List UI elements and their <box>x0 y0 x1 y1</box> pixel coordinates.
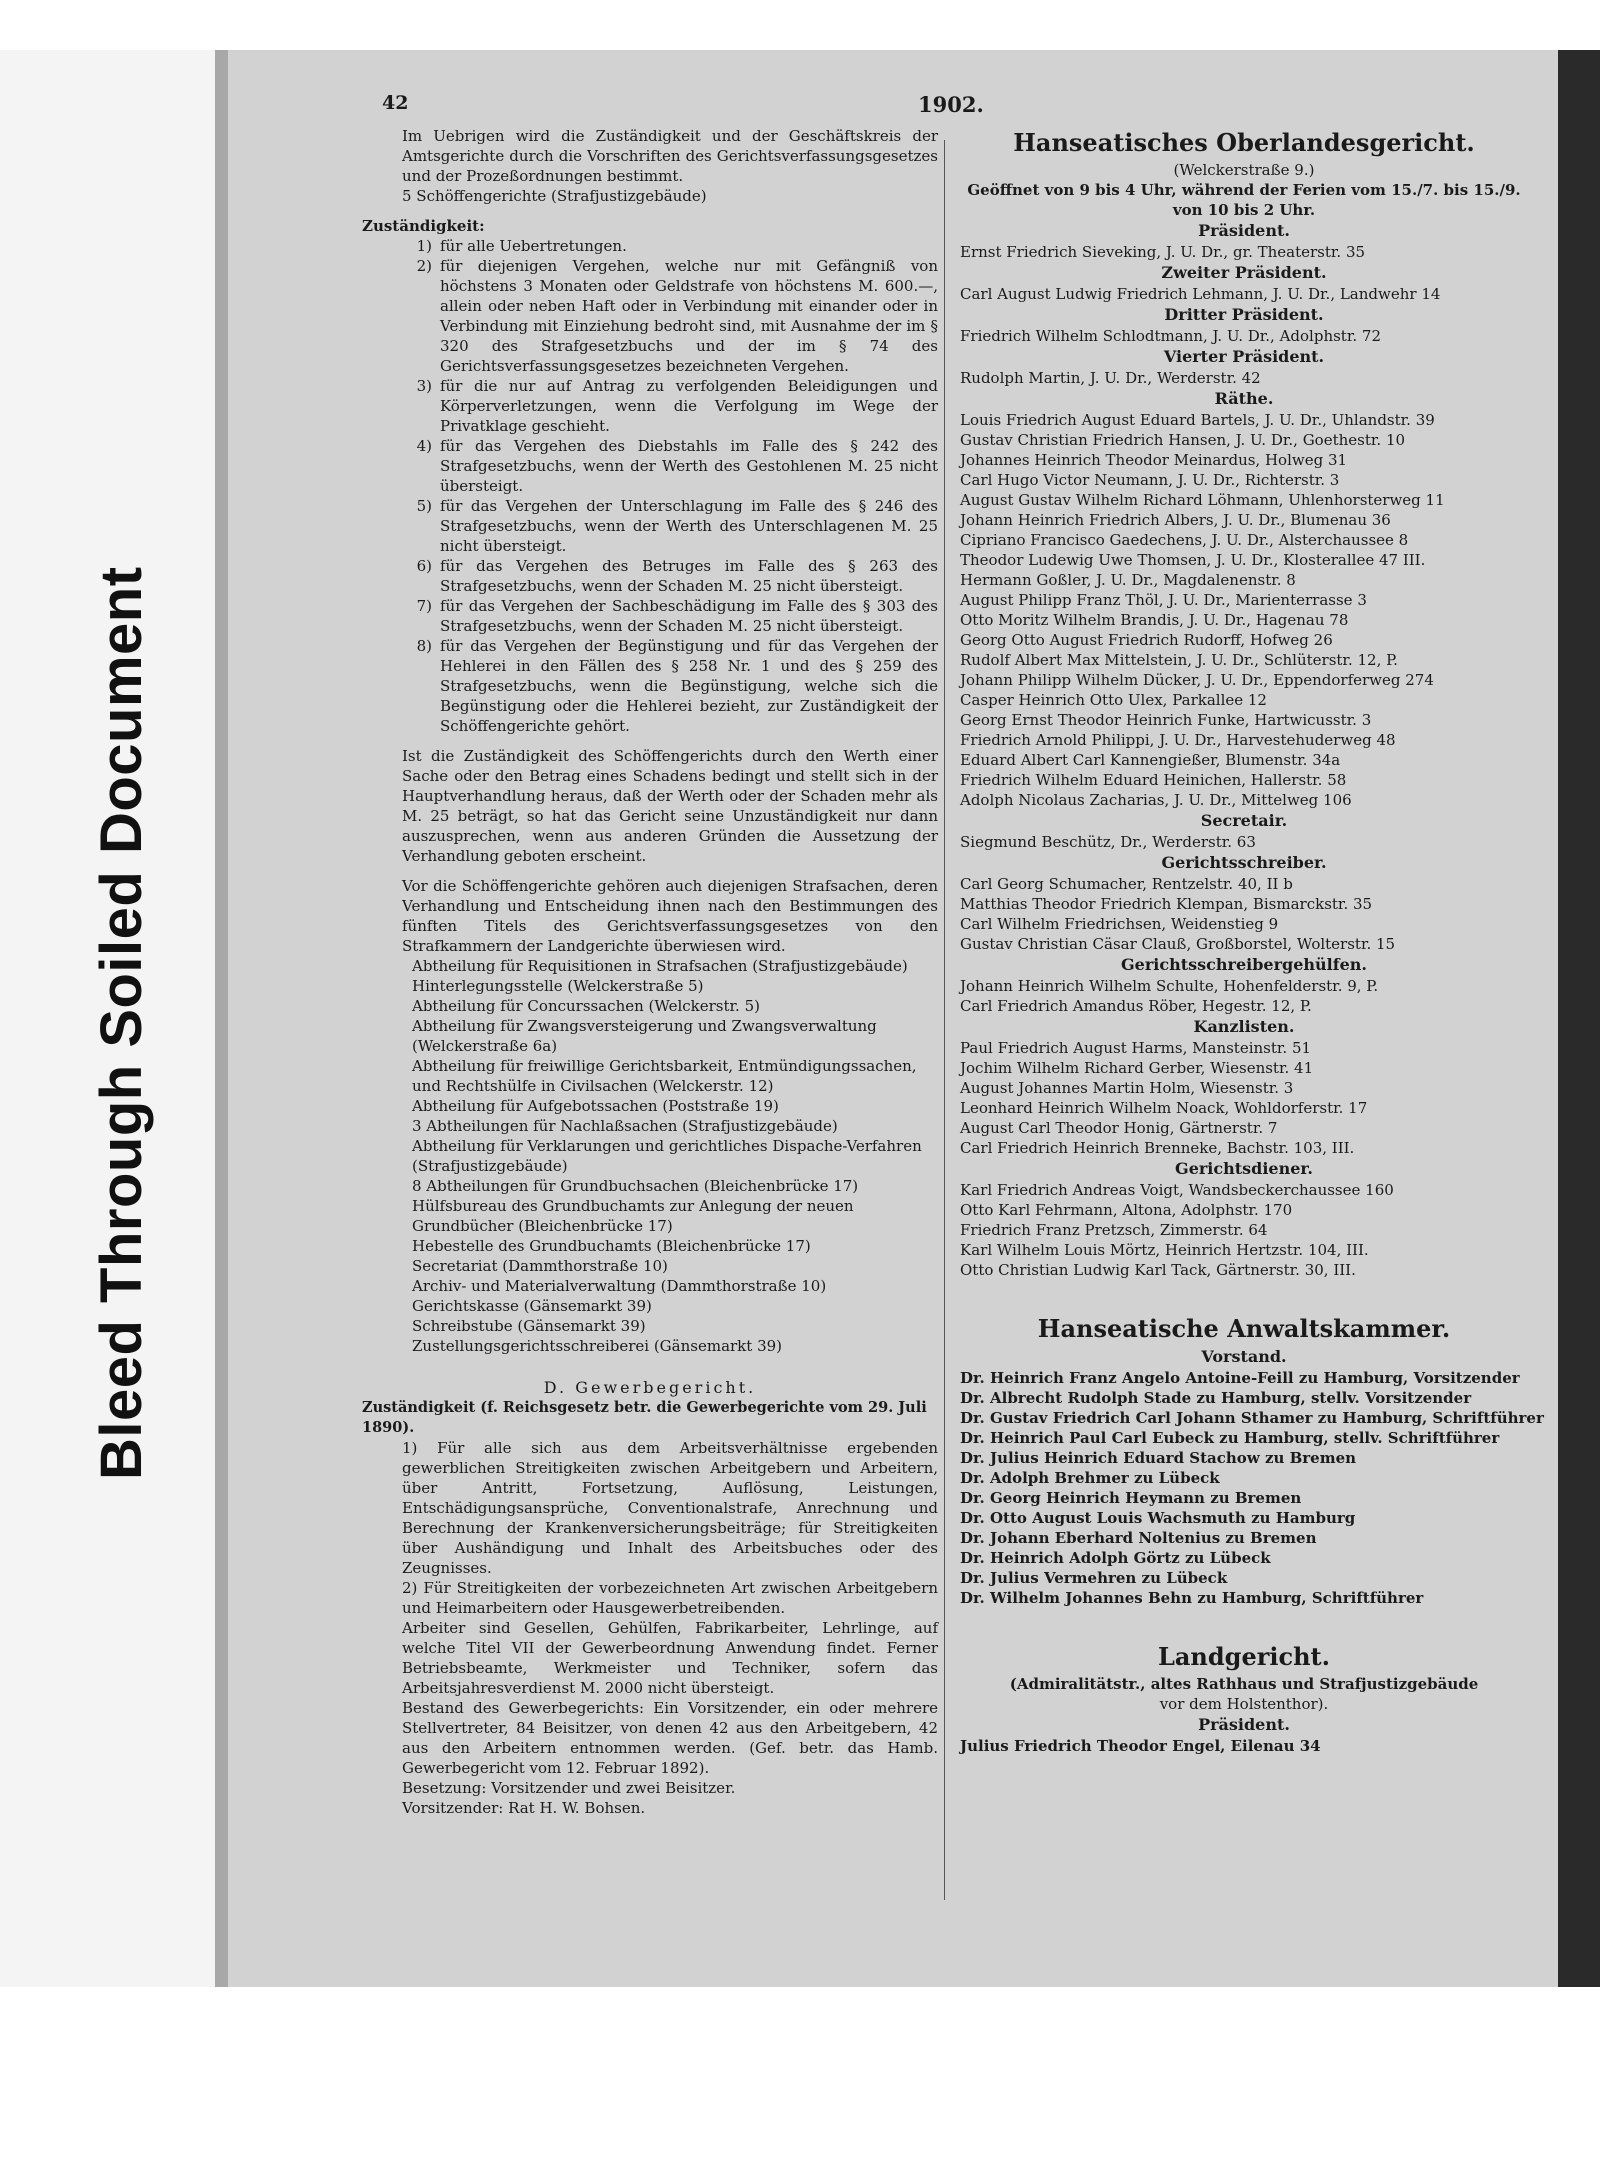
department-item: Archiv- und Materialverwaltung (Dammthorstraße 10) <box>412 1277 827 1295</box>
staff-entry: Georg Otto August Friedrich Rudorff, Hofweg 26 <box>960 631 1333 649</box>
staff-entry: Carl Friedrich Heinrich Brenneke, Bachstr. 103, III. <box>960 1139 1355 1157</box>
lg-president: Julius Friedrich Theodor Engel, Eilenau 34 <box>960 1737 1321 1755</box>
staff-entry: Eduard Albert Carl Kannengießer, Blumenstr. 34a <box>960 751 1341 769</box>
staff-entry: Johann Heinrich Friedrich Albers, J. U. Dr., Blumenau 36 <box>960 511 1391 529</box>
right-column <box>960 126 1544 1756</box>
staff-entry: Rudolph Martin, J. U. Dr., Werderstr. 42 <box>960 369 1261 387</box>
department-item: Gerichtskasse (Gänsemarkt 39) <box>412 1297 652 1315</box>
olg-title: Hanseatisches Oberlandesgericht. <box>1013 128 1475 157</box>
jurisdiction-item <box>362 636 938 736</box>
lg-address-1: (Admiralitätstr., altes Rathhaus und Strafjustizgebäude <box>1009 1675 1479 1693</box>
jurisdiction-item <box>362 376 938 436</box>
anwalt-title: Hanseatische Anwaltskammer. <box>1037 1314 1451 1343</box>
jurisdiction-item <box>362 596 938 636</box>
jurisdiction-item-text: für das Vergehen der Begünstigung und für das Vergehen der Hehlerei in den Fällen des § 258 Nr. 1 und des § 259 des Strafgesetzbuchs, wenn die Begünstigung, welche sich die Begünstigung oder die Hehlerei bezieht, zur Zuständigkeit der Schöffengerichte gehört. <box>440 637 938 735</box>
transfer-paragraph: Vor die Schöffengerichte gehören auch diejenigen Strafsachen, deren Verhandlung und Entscheidung ihnen nach den Bestimmungen des fünften Titels des Gerichtsverfassungsgesetzes von den Strafkammern der Landgerichte überwiesen wird. <box>402 877 938 955</box>
staff-entry: Carl Hugo Victor Neumann, J. U. Dr., Richterstr. 3 <box>960 471 1340 489</box>
anwalt-member: Dr. Julius Vermehren zu Lübeck <box>960 1569 1228 1587</box>
value-paragraph: Ist die Zuständigkeit des Schöffengerichts durch den Werth einer Sache oder den Betrag eines Schadens bedingt und stellt sich in der Hauptverhandlung heraus, daß der Werth oder der Schaden mehr als M. 25 beträgt, so hat das Gericht seine Unzuständigkeit nur dann auszusprechen, wenn aus anderen Gründen die Aussetzung der Verhandlung geboten erscheint. <box>402 747 938 865</box>
department-item: Abtheilung für Requisitionen in Strafsachen (Strafjustizgebäude) <box>412 957 908 975</box>
olg-sections <box>960 220 1528 1280</box>
jurisdiction-item-number: 8) <box>416 637 432 655</box>
right-shadow <box>1558 50 1600 1987</box>
staff-entry: Johann Philipp Wilhelm Dücker, J. U. Dr., Eppendorferweg 274 <box>960 671 1434 689</box>
schoeffen-count: 5 Schöffengerichte (Strafjustizgebäude) <box>402 187 707 205</box>
staff-entry: Friedrich Wilhelm Eduard Heinichen, Hallerstr. 58 <box>960 771 1347 789</box>
anwalt-member: Dr. Heinrich Paul Carl Eubeck zu Hamburg, stellv. Schriftführer <box>960 1429 1500 1447</box>
jurisdiction-item <box>362 236 938 256</box>
section-heading: Gerichtsschreiber. <box>1161 853 1327 872</box>
staff-entry: Johann Heinrich Wilhelm Schulte, Hohenfelderstr. 9, P. <box>960 977 1379 995</box>
jurisdiction-item-number: 5) <box>416 497 432 515</box>
page-edge <box>215 50 229 1987</box>
section-heading: Vierter Präsident. <box>1163 347 1325 366</box>
jurisdiction-item <box>362 256 938 376</box>
jurisdiction-item-number: 6) <box>416 557 432 575</box>
staff-entry: Matthias Theodor Friedrich Klempan, Bismarckstr. 35 <box>960 895 1373 913</box>
department-item: Abtheilung für Concurssachen (Welckerstr. 5) <box>412 997 760 1015</box>
page-number: 42 <box>382 92 409 114</box>
gewerbe-point-2: 2) Für Streitigkeiten der vorbezeichneten Art zwischen Arbeitgebern und Heimarbeitern oder Hausgewerbetreibenden. <box>402 1579 938 1617</box>
anwalt-member: Dr. Wilhelm Johannes Behn zu Hamburg, Schriftführer <box>960 1589 1424 1607</box>
jurisdiction-item-text: für das Vergehen des Betruges im Falle des § 263 des Strafgesetzbuchs, wenn der Schaden M. 25 nicht übersteigt. <box>440 557 938 595</box>
staff-entry: Gustav Christian Friedrich Hansen, J. U. Dr., Goethestr. 10 <box>960 431 1406 449</box>
staff-entry: Paul Friedrich August Harms, Mansteinstr. 51 <box>960 1039 1312 1057</box>
department-item: Abtheilung für Aufgebotssachen (Poststraße 19) <box>412 1097 779 1115</box>
staff-entry: Otto Karl Fehrmann, Altona, Adolphstr. 170 <box>960 1201 1293 1219</box>
staff-entry: August Johannes Martin Holm, Wiesenstr. 3 <box>960 1079 1294 1097</box>
staff-entry: Georg Ernst Theodor Heinrich Funke, Hartwicusstr. 3 <box>960 711 1372 729</box>
section-heading: Präsident. <box>1198 221 1290 240</box>
staff-entry: Hermann Goßler, J. U. Dr., Magdalenenstr. 8 <box>960 571 1296 589</box>
jurisdiction-item-number: 7) <box>416 597 432 615</box>
lg-title: Landgericht. <box>1158 1642 1330 1671</box>
department-item: 3 Abtheilungen für Nachlaßsachen (Strafjustizgebäude) <box>412 1117 838 1135</box>
staff-entry: Friedrich Wilhelm Schlodtmann, J. U. Dr., Adolphstr. 72 <box>960 327 1381 345</box>
department-item: Hülfsbureau des Grundbuchamts zur Anlegung der neuen Grundbücher (Bleichenbrücke 17) <box>412 1197 854 1235</box>
staff-entry: Adolph Nicolaus Zacharias, J. U. Dr., Mittelweg 106 <box>960 791 1352 809</box>
staff-entry: Friedrich Arnold Philippi, J. U. Dr., Harvestehuderweg 48 <box>960 731 1396 749</box>
department-item: Abtheilung für Zwangsversteigerung und Zwangsverwaltung (Welckerstraße 6a) <box>412 1017 877 1055</box>
staff-entry: August Gustav Wilhelm Richard Löhmann, Uhlenhorsterweg 11 <box>960 491 1445 509</box>
section-heading: Gerichtsdiener. <box>1175 1159 1313 1178</box>
anwalt-list <box>960 1368 1544 1608</box>
jurisdiction-item-number: 3) <box>416 377 432 395</box>
jurisdiction-item <box>362 556 938 596</box>
staff-entry: Louis Friedrich August Eduard Bartels, J. U. Dr., Uhlandstr. 39 <box>960 411 1435 429</box>
gewerbe-point-1: 1) Für alle sich aus dem Arbeitsverhältnisse ergebenden gewerblichen Streitigkeiten zwischen Arbeitgebern und Arbeitern, über Antritt, Fortsetzung, Auflösung, Leistungen, Entschädigungsansprüche, Conventionalstrafe, Anrechnung und Berechnung der Krankenversicherungsbeiträge; für Streitigkeiten über Aushändigung und Inhalt des Arbeitsbuches oder des Zeugnisses. <box>402 1439 938 1577</box>
zustaendigkeit-label: Zuständigkeit: <box>362 217 485 235</box>
jurisdiction-item-text: für diejenigen Vergehen, welche nur mit Gefängniß von höchstens 3 Monaten oder Geldstrafe von höchstens M. 600.—, allein oder neben Haft oder in Verbindung mit einander oder in Verbindung mit Einziehung bedroht sind, mit Ausnahme der im § 320 des Strafgesetzbuchs und der im § 74 des Gerichtsverfassungsgesetzes bezeichneten Vergehen. <box>440 257 938 375</box>
anwalt-member: Dr. Gustav Friedrich Carl Johann Sthamer zu Hamburg, Schriftführer <box>960 1409 1544 1427</box>
gewerbe-zustaendigkeit: Zuständigkeit (f. Reichsgesetz betr. die Gewerbegerichte vom 29. Juli 1890). <box>362 1399 927 1436</box>
gewerbe-title: D. Gewerbegericht. <box>543 1378 757 1397</box>
jurisdiction-item <box>362 496 938 556</box>
section-heading: Räthe. <box>1214 389 1274 408</box>
gewerbe-bestand: Bestand des Gewerbegerichts: Ein Vorsitzender, ein oder mehrere Stellvertreter, 84 Beisitzer, von denen 42 aus den Arbeitgebern, 42 aus den Arbeitern entnommen werden. (Gef. betr. das Hamb. Gewerbegericht vom 12. Februar 1892). <box>402 1699 938 1777</box>
olg-hours: Geöffnet von 9 bis 4 Uhr, während der Ferien vom 15./7. bis 15./9. von 10 bis 2 Uhr. <box>967 181 1521 219</box>
staff-entry: Gustav Christian Cäsar Clauß, Großborstel, Wolterstr. 15 <box>960 935 1396 953</box>
staff-entry: Carl Wilhelm Friedrichsen, Weidenstieg 9 <box>960 915 1279 933</box>
staff-entry: August Philipp Franz Thöl, J. U. Dr., Marienterrasse 3 <box>960 591 1367 609</box>
staff-entry: Rudolf Albert Max Mittelstein, J. U. Dr., Schlüterstr. 12, P. <box>960 651 1398 669</box>
section-heading: Zweiter Präsident. <box>1161 263 1327 282</box>
staff-entry: Ernst Friedrich Sieveking, J. U. Dr., gr. Theaterstr. 35 <box>960 243 1366 261</box>
anwalt-member: Dr. Georg Heinrich Heymann zu Bremen <box>960 1489 1302 1507</box>
staff-entry: Jochim Wilhelm Richard Gerber, Wiesenstr. 41 <box>960 1059 1314 1077</box>
lg-address-2: vor dem Holstenthor). <box>1159 1695 1329 1713</box>
anwalt-member: Dr. Albrecht Rudolph Stade zu Hamburg, stellv. Vorsitzender <box>960 1389 1472 1407</box>
staff-entry: Karl Friedrich Andreas Voigt, Wandsbeckerchaussee 160 <box>960 1181 1394 1199</box>
anwalt-member: Dr. Heinrich Adolph Görtz zu Lübeck <box>960 1549 1271 1567</box>
department-item: Schreibstube (Gänsemarkt 39) <box>412 1317 646 1335</box>
section-heading: Secretair. <box>1200 811 1288 830</box>
staff-entry: August Carl Theodor Honig, Gärtnerstr. 7 <box>960 1119 1278 1137</box>
staff-entry: Casper Heinrich Otto Ulex, Parkallee 12 <box>960 691 1267 709</box>
department-item: Hinterlegungsstelle (Welckerstraße 5) <box>412 977 704 995</box>
staff-entry: Friedrich Franz Pretzsch, Zimmerstr. 64 <box>960 1221 1268 1239</box>
jurisdiction-item-text: für alle Uebertretungen. <box>440 237 627 255</box>
left-column <box>362 126 938 1818</box>
anwalt-vorstand-heading: Vorstand. <box>1201 1347 1287 1366</box>
staff-entry: Otto Moritz Wilhelm Brandis, J. U. Dr., Hagenau 78 <box>960 611 1349 629</box>
page-year: 1902. <box>918 92 984 117</box>
gewerbe-vorsitzender: Vorsitzender: Rat H. W. Bohsen. <box>402 1799 646 1817</box>
anwalt-member: Dr. Johann Eberhard Noltenius zu Bremen <box>960 1529 1317 1547</box>
section-heading: Dritter Präsident. <box>1164 305 1324 324</box>
department-item: Zustellungsgerichtsschreiberei (Gänsemarkt 39) <box>412 1337 783 1355</box>
column-divider <box>944 140 945 1900</box>
intro-paragraph: Im Uebrigen wird die Zuständigkeit und der Geschäftskreis der Amtsgerichte durch die Vorschriften des Gerichtsverfassungsgesetzes und der Prozeßordnungen bestimmt. <box>402 127 938 185</box>
jurisdiction-item-number: 2) <box>416 257 432 275</box>
anwalt-member: Dr. Julius Heinrich Eduard Stachow zu Bremen <box>960 1449 1357 1467</box>
gewerbe-besetzung: Besetzung: Vorsitzender und zwei Beisitzer. <box>402 1779 736 1797</box>
anwalt-member: Dr. Heinrich Franz Angelo Antoine-Feill zu Hamburg, Vorsitzender <box>960 1369 1520 1387</box>
lg-president-heading: Präsident. <box>1198 1715 1290 1734</box>
staff-entry: Otto Christian Ludwig Karl Tack, Gärtnerstr. 30, III. <box>960 1261 1356 1279</box>
staff-entry: Leonhard Heinrich Wilhelm Noack, Wohldorferstr. 17 <box>960 1099 1368 1117</box>
jurisdiction-item-text: für die nur auf Antrag zu verfolgenden Beleidigungen und Körperverletzungen, wenn die Verfolgung im Wege der Privatklage geschieht. <box>440 377 938 435</box>
olg-address: (Welckerstraße 9.) <box>1173 161 1315 179</box>
department-item: Hebestelle des Grundbuchamts (Bleichenbrücke 17) <box>412 1237 811 1255</box>
jurisdiction-item-text: für das Vergehen der Unterschlagung im Falle des § 246 des Strafgesetzbuchs, wenn der Werth des Unterschlagenen M. 25 nicht übersteigt. <box>440 497 938 555</box>
anwalt-member: Dr. Adolph Brehmer zu Lübeck <box>960 1469 1220 1487</box>
staff-entry: Johannes Heinrich Theodor Meinardus, Holweg 31 <box>960 451 1348 469</box>
jurisdiction-item <box>362 436 938 496</box>
department-list <box>362 956 938 1356</box>
jurisdiction-item-text: für das Vergehen des Diebstahls im Falle des § 242 des Strafgesetzbuchs, wenn der Werth des Gestohlenen M. 25 nicht übersteigt. <box>440 437 938 495</box>
jurisdiction-item-text: für das Vergehen der Sachbeschädigung im Falle des § 303 des Strafgesetzbuchs, wenn der Schaden M. 25 nicht übersteigt. <box>440 597 938 635</box>
department-item: 8 Abtheilungen für Grundbuchsachen (Bleichenbrücke 17) <box>412 1177 859 1195</box>
jurisdiction-item-number: 4) <box>416 437 432 455</box>
staff-entry: Karl Wilhelm Louis Mörtz, Heinrich Hertzstr. 104, III. <box>960 1241 1369 1259</box>
anwalt-member: Dr. Otto August Louis Wachsmuth zu Hamburg <box>960 1509 1356 1527</box>
staff-entry: Cipriano Francisco Gaedechens, J. U. Dr., Alsterchaussee 8 <box>960 531 1409 549</box>
department-item: Abtheilung für freiwillige Gerichtsbarkeit, Entmündigungssachen, und Rechtshülfe in Civilsachen (Welckerstr. 12) <box>412 1057 917 1095</box>
section-heading: Kanzlisten. <box>1193 1017 1295 1036</box>
staff-entry: Theodor Ludewig Uwe Thomsen, J. U. Dr., Klosterallee 47 III. <box>960 551 1426 569</box>
jurisdiction-item-number: 1) <box>416 237 432 255</box>
department-item: Abtheilung für Verklarungen und gerichtliches Dispache-Verfahren (Strafjustizgebäude) <box>412 1137 922 1175</box>
staff-entry: Siegmund Beschütz, Dr., Werderstr. 63 <box>960 833 1256 851</box>
staff-entry: Carl Friedrich Amandus Röber, Hegestr. 12, P. <box>960 997 1312 1015</box>
jurisdiction-list <box>362 236 938 736</box>
gewerbe-arbeiter: Arbeiter sind Gesellen, Gehülfen, Fabrikarbeiter, Lehrlinge, auf welche Titel VII der Gewerbeordnung Anwendung findet. Ferner Betriebsbeamte, Werkmeister und Techniker, sofern das Arbeitsjahresverdienst M. 2000 nicht übersteigt. <box>402 1619 938 1697</box>
staff-entry: Carl August Ludwig Friedrich Lehmann, J. U. Dr., Landwehr 14 <box>960 285 1441 303</box>
staff-entry: Carl Georg Schumacher, Rentzelstr. 40, II b <box>960 875 1293 893</box>
section-heading: Gerichtsschreibergehülfen. <box>1121 955 1367 974</box>
department-item: Secretariat (Dammthorstraße 10) <box>412 1257 668 1275</box>
